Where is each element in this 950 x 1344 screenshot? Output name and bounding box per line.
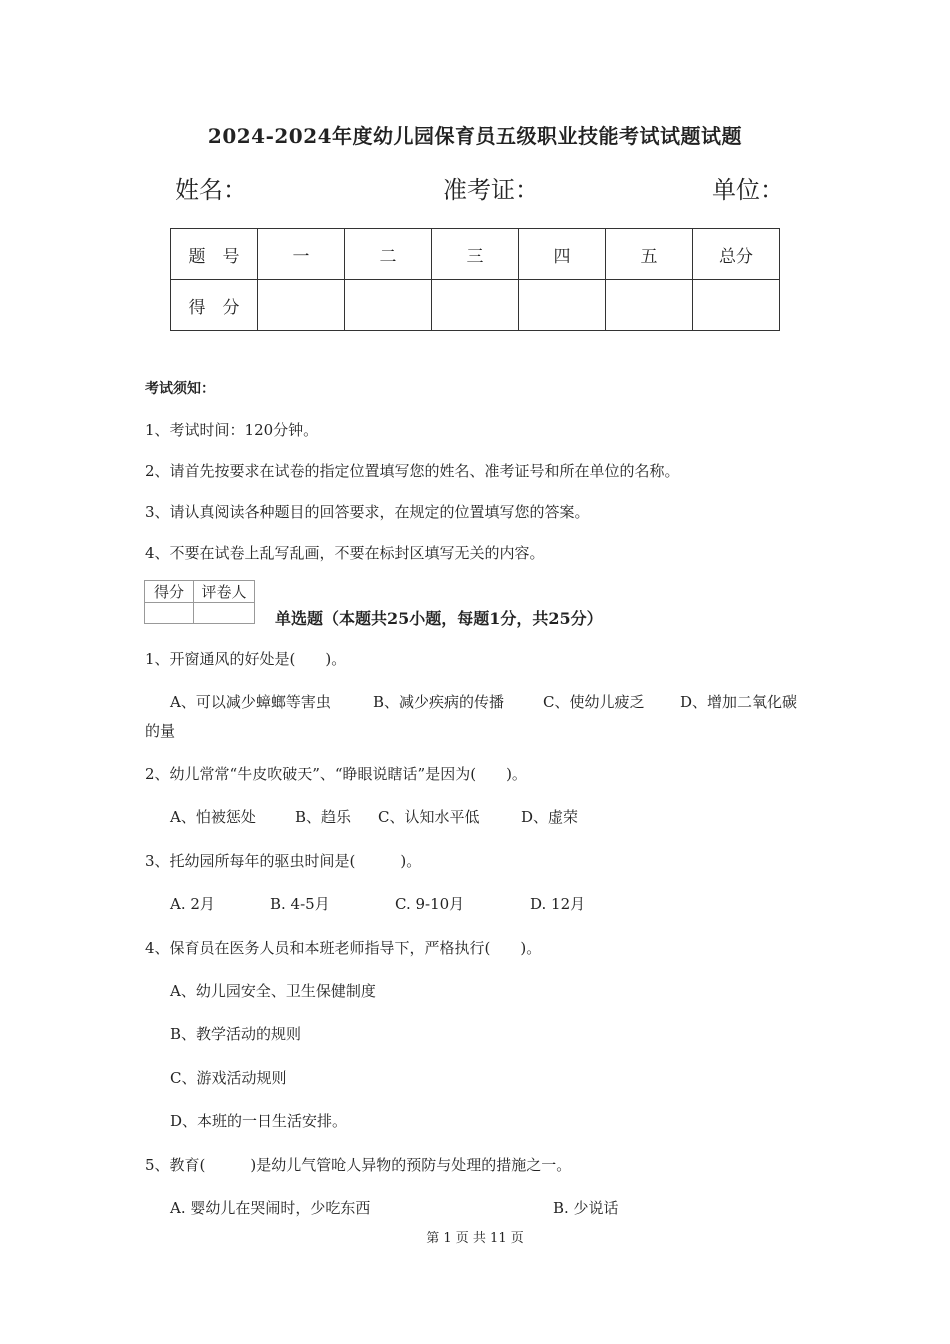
- score-table-header-cell: 题 号: [171, 229, 258, 280]
- question-stem: 1、开窗通风的好处是( )。: [145, 650, 347, 668]
- notice-item: 1、考试时间：120分钟。: [145, 421, 319, 439]
- score-cell[interactable]: [693, 280, 780, 331]
- score-cell[interactable]: [432, 280, 519, 331]
- name-label: 姓名：: [175, 176, 247, 204]
- question-option[interactable]: D、增加二氧化碳: [680, 693, 798, 711]
- grader-name-label: 评卷人: [194, 581, 255, 603]
- page-footer: 第 1 页 共 11 页: [426, 1231, 524, 1246]
- question-option[interactable]: B. 4-5月: [270, 895, 330, 913]
- question-option[interactable]: D、本班的一日生活安排。: [170, 1112, 348, 1130]
- score-cell[interactable]: [519, 280, 606, 331]
- question-option[interactable]: A、幼儿园安全、卫生保健制度: [170, 982, 376, 1000]
- score-cell[interactable]: [606, 280, 693, 331]
- question-option[interactable]: D、虚荣: [521, 808, 579, 826]
- question-option[interactable]: B、减少疾病的传播: [373, 693, 505, 711]
- exam-id-label: 准考证：: [443, 176, 539, 204]
- question-option[interactable]: A、怕被惩处: [170, 808, 256, 826]
- question-option[interactable]: B、趋乐: [295, 808, 352, 826]
- score-table-header-cell: 一: [258, 229, 345, 280]
- notice-item: 4、不要在试卷上乱写乱画，不要在标封区填写无关的内容。: [145, 544, 545, 562]
- question-stem: 3、托幼园所每年的驱虫时间是( )。: [145, 852, 422, 870]
- score-cell[interactable]: [258, 280, 345, 331]
- score-table-header-cell: 五: [606, 229, 693, 280]
- grader-box: [144, 580, 255, 624]
- question-option[interactable]: C、游戏活动规则: [170, 1069, 287, 1087]
- question-option[interactable]: C、认知水平低: [378, 808, 480, 826]
- score-table-header-row: [171, 229, 780, 280]
- question-option[interactable]: A、可以减少蟑螂等害虫: [170, 693, 331, 711]
- question-option[interactable]: D. 12月: [530, 895, 586, 913]
- document-title: 2024-2024年度幼儿园保育员五级职业技能考试试题试题: [207, 124, 743, 148]
- notice-item: 3、请认真阅读各种题目的回答要求，在规定的位置填写您的答案。: [145, 503, 590, 521]
- candidate-info-row: [175, 170, 783, 204]
- grader-score-label: 得分: [145, 581, 194, 603]
- grader-name-cell[interactable]: [194, 603, 255, 624]
- score-table-header-cell: 二: [345, 229, 432, 280]
- question-option[interactable]: B、教学活动的规则: [170, 1025, 302, 1043]
- score-row-label: 得 分: [171, 280, 258, 331]
- section-heading: 单选题（本题共25小题，每题1分，共25分）: [275, 609, 603, 628]
- unit-label: 单位：: [712, 176, 784, 204]
- question-option[interactable]: B. 少说话: [553, 1199, 619, 1217]
- score-cell[interactable]: [345, 280, 432, 331]
- question-option[interactable]: C、使幼儿疲乏: [543, 693, 645, 711]
- question-stem: 2、幼儿常常“牛皮吹破天”、“睁眼说瞎话”是因为( )。: [145, 765, 527, 783]
- question-stem: 5、教育( )是幼儿气管呛人异物的预防与处理的措施之一。: [145, 1156, 572, 1174]
- score-table: [170, 228, 780, 331]
- grader-score-cell[interactable]: [145, 603, 194, 624]
- notice-item: 2、请首先按要求在试卷的指定位置填写您的姓名、准考证号和所在单位的名称。: [145, 462, 680, 480]
- option-continuation: 的量: [145, 722, 176, 740]
- score-table-header-cell: 四: [519, 229, 606, 280]
- score-table-score-row: [171, 280, 780, 331]
- score-table-header-cell: 三: [432, 229, 519, 280]
- question-option[interactable]: A. 2月: [170, 895, 215, 913]
- notice-heading: 考试须知：: [145, 381, 215, 397]
- question-option[interactable]: C. 9-10月: [395, 895, 465, 913]
- question-option[interactable]: A. 婴幼儿在哭闹时，少吃东西: [170, 1199, 371, 1217]
- question-stem: 4、保育员在医务人员和本班老师指导下，严格执行( )。: [145, 939, 542, 957]
- score-table-header-cell: 总分: [693, 229, 780, 280]
